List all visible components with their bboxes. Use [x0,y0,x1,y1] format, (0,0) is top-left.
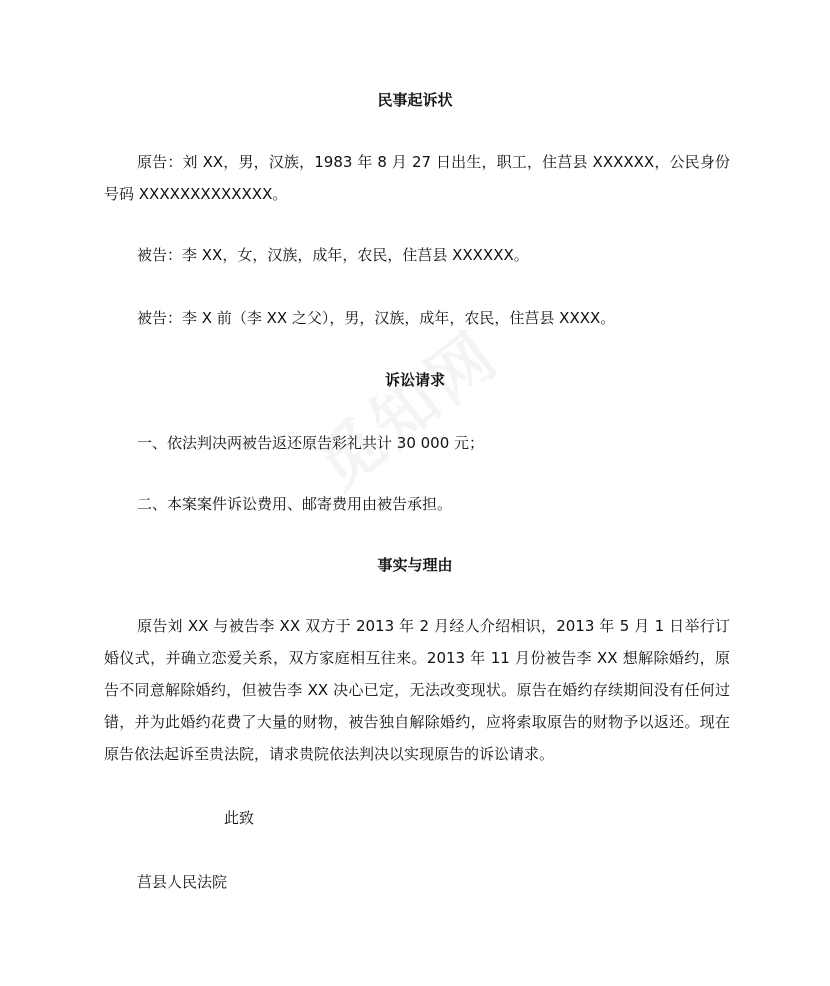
facts-heading: 事实与理由 [377,556,453,574]
claim-item-2: 二、本案案件诉讼费用、邮寄费用由被告承担。 [137,495,453,513]
defendant-2-paragraph: 被告：李 X 前（李 XX 之父），男，汉族，成年，农民，住莒县 XXXX。 [137,309,616,327]
facts-paragraph: 原告刘 XX 与被告李 XX 双方于 2013 年 2 月经人介绍相识，2013 年 5 月 1 日举行订婚仪式，并确立恋爱关系，双方家庭相互往来。2013 年 11 月份被告李 XX 想解除婚约，原告不同意解除婚约，但被告李 XX 决心已定，无法改变现状。原告在婚约存续期间没有任何过错，并为此婚约花费了大量的财物，被告独自解除婚约，应将索取原告的财物予以返还。现在原告依法起诉至贵法院，请求贵院依法判决以实现原告的诉讼请求。 [104,617,730,763]
claims-heading: 诉讼请求 [384,371,445,389]
watermark [294,305,516,507]
court-name: 莒县人民法院 [137,873,228,891]
closing-text: 此致 [224,809,255,827]
plaintiff-paragraph: 原告：刘 XX，男，汉族，1983 年 8 月 27 日出生，职工，住莒县 XXXXXX，公民身份号码 XXXXXXXXXXXXX。 [104,153,730,203]
claim-item-1: 一、依法判决两被告返还原告彩礼共计 30 000 元； [137,434,485,452]
defendant-1-paragraph: 被告：李 XX，女，汉族，成年，农民，住莒县 XXXXXX。 [137,246,529,264]
document-title: 民事起诉状 [377,91,453,109]
